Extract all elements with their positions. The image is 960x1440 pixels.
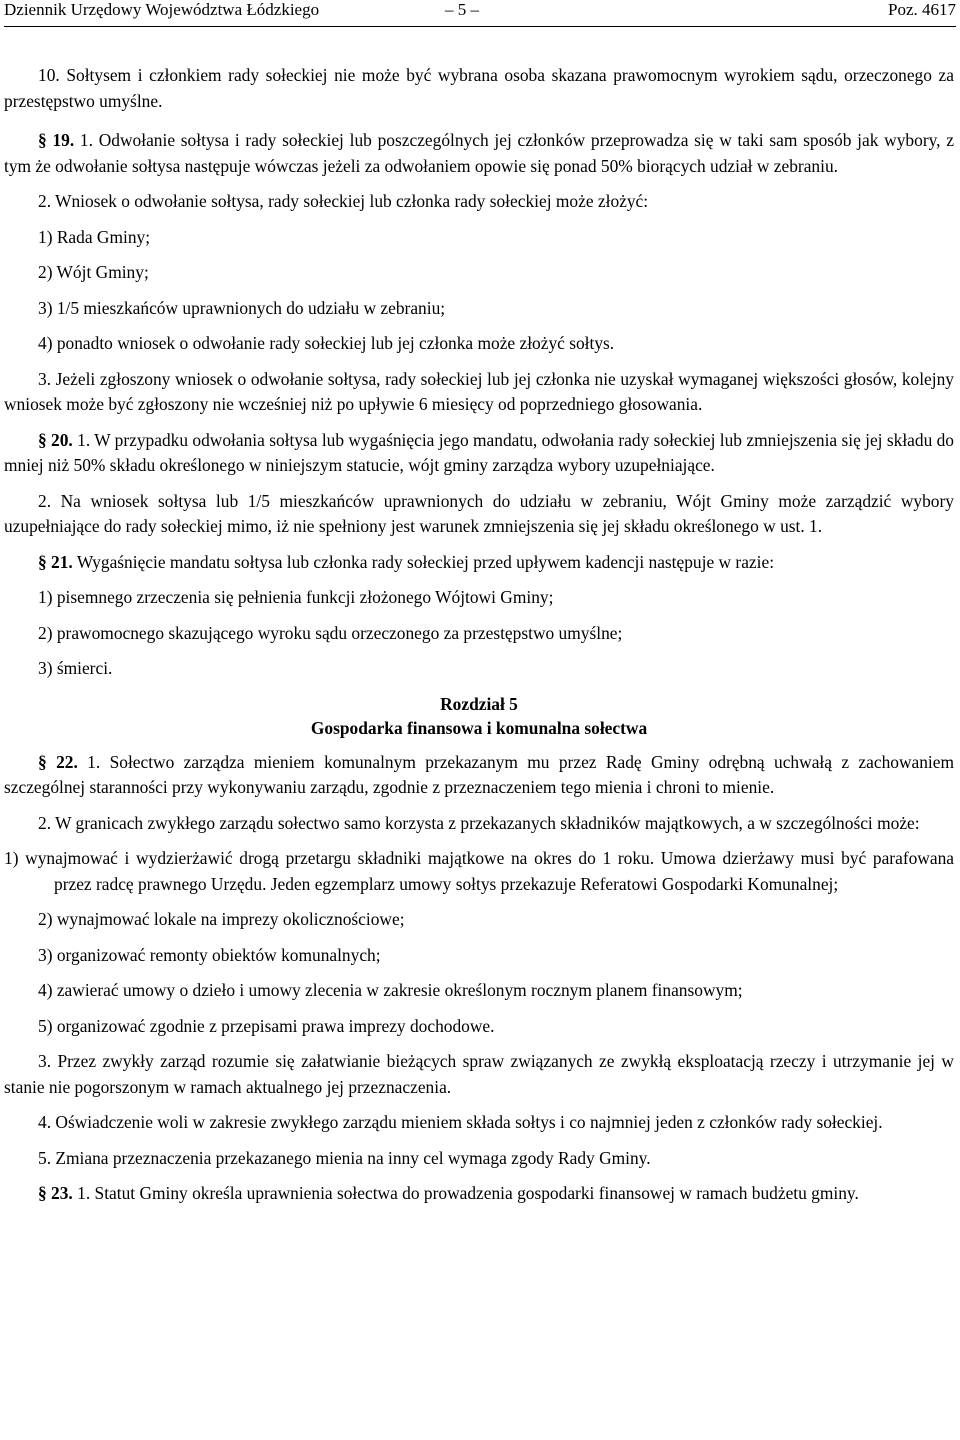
chapter-heading [4, 692, 954, 740]
paragraph-22-1 [4, 750, 954, 801]
paragraph-22-4: 4. Oświadczenie woli w zakresie zwykłego zarządu mieniem składa sołtys i co najmniej jeden z członków rady sołeckiej. [38, 1112, 883, 1132]
paragraph-23 [4, 1181, 954, 1207]
paragraph-21-text: Wygaśnięcie mandatu sołtysa lub członka rady sołeckiej przed upływem kadencji następuje w razie: [72, 551, 775, 572]
list-item: 3) śmierci. [38, 658, 113, 678]
list-item: 2) Wójt Gminy; [38, 262, 149, 282]
paragraph-20-2: 2. Na wniosek sołtysa lub 1/5 mieszkańców uprawnionych do udziału w zebraniu, Wójt Gminy może zarządzić wybory uzupełniające do rady sołeckiej mimo, iż nie spełniony jest warunek zmniejszenia się jej składu określonego w ust. 1. [4, 490, 954, 536]
list-item: 3) organizować remonty obiektów komunalnych; [38, 944, 381, 965]
paragraph-21 [4, 550, 954, 576]
paragraph-19-2: 2. Wniosek o odwołanie sołtysa, rady sołeckiej lub członka rady sołeckiej może złożyć: [38, 191, 649, 211]
page-header [4, 0, 956, 27]
paragraph-10: 10. Sołtysem i członkiem rady sołeckiej nie może być wybrana osoba skazana prawomocnym wyrokiem sądu, orzeczonego za przestępstwo umyślne. [4, 65, 954, 111]
list-item: 1) pisemnego zrzeczenia się pełnienia funkcji złożonego Wójtowi Gminy; [38, 587, 554, 607]
paragraph-20-1-text: 1. W przypadku odwołania sołtysa lub wygaśnięcia jego mandatu, odwołania rady sołeckiej lub zmniejszenia się jej składu do mniej niż 50% składu określonego w niniejszym statucie, wójt gminy zarządza wybory uzupełniające. [4, 429, 955, 475]
paragraph-23-text: 1. Statut Gminy określa uprawnienia sołectwa do prowadzenia gospodarki finansowej w ramach budżetu gminy. [72, 1183, 859, 1203]
paragraph-20-1 [4, 428, 954, 479]
list-item: 3) 1/5 mieszkańców uprawnionych do udziału w zebraniu; [38, 297, 446, 318]
paragraph-22-3: 3. Przez zwykły zarząd rozumie się załatwianie bieżących spraw związanych ze zwykłą eksploatacją rzeczy i utrzymanie jej w stanie nie pogorszonym w ramach aktualnego jej przeznaczenia. [4, 1051, 954, 1097]
chapter-number: Rozdział 5 [440, 693, 518, 714]
document-body [4, 63, 954, 1207]
list-item: 2) wynajmować lokale na imprezy okolicznościowe; [38, 909, 405, 929]
paragraph-19-1-text: 1. Odwołanie sołtysa i rady sołeckiej lub poszczególnych jej członków przeprowadza się w taki sam sposób jak wybory, z tym że odwołanie sołtysa następuje wówczas jeżeli za odwołaniem opowie się ponad 50% biorących udział w zebraniu. [4, 130, 954, 176]
paragraph-22-1-text: 1. Sołectwo zarządza mieniem komunalnym przekazanym mu przez Radę Gminy odrębną uchwałą z zachowaniem szczególnej staranności przy wykonywaniu zarządu, zgodnie z przeznaczeniem tego mienia i chroni to mienie. [4, 751, 955, 797]
section-mark-21: § 21. [38, 551, 73, 572]
list-item: 1) Rada Gminy; [38, 226, 151, 247]
paragraph-19-1 [4, 128, 954, 179]
list-item: 1) wynajmować i wydzierżawić drogą przetargu składniki majątkowe na okres do 1 roku. Umowa dzierżawy musi być parafowana przez radcę prawnego Urzędu. Jeden egzemplarz umowy sołtys przekazuje Referatowi Gospodarki Komunalnej; [4, 848, 954, 894]
list-item: 5) organizować zgodnie z przepisami prawa imprezy dochodowe. [38, 1015, 495, 1036]
paragraph-19-3: 3. Jeżeli zgłoszony wniosek o odwołanie sołtysa, rady sołeckiej lub jej członka nie uzyskał wymaganej większości głosów, kolejny wniosek może być zgłoszony nie wcześniej niż po upływie 6 miesięcy od poprzedniego głosowania. [4, 368, 954, 414]
section-mark-20: § 20. [38, 429, 73, 450]
chapter-title: Gospodarka finansowa i komunalna sołectwa [310, 717, 648, 738]
list-item: 4) ponadto wniosek o odwołanie rady sołeckiej lub jej członka może złożyć sołtys. [38, 333, 615, 353]
section-mark-22: § 22. [38, 751, 78, 772]
paragraph-22-5: 5. Zmiana przeznaczenia przekazanego mienia na inny cel wymaga zgody Rady Gminy. [38, 1147, 651, 1168]
page-number: – 5 – [445, 0, 479, 19]
paragraph-22-2: 2. W granicach zwykłego zarządu sołectwo samo korzysta z przekazanych składników majątkowych, a w szczególności może: [38, 812, 920, 833]
section-mark-19: § 19. [38, 130, 75, 150]
list-item: 2) prawomocnego skazującego wyroku sądu orzeczonego za przestępstwo umyślne; [38, 622, 623, 643]
list-item: 4) zawierać umowy o dzieło i umowy zlecenia w zakresie określonym rocznym planem finansowym; [38, 980, 743, 1000]
position-number: Poz. 4617 [888, 0, 956, 19]
section-mark-23: § 23. [38, 1183, 73, 1203]
journal-title: Dziennik Urzędowy Województwa Łódzkiego [4, 0, 320, 19]
